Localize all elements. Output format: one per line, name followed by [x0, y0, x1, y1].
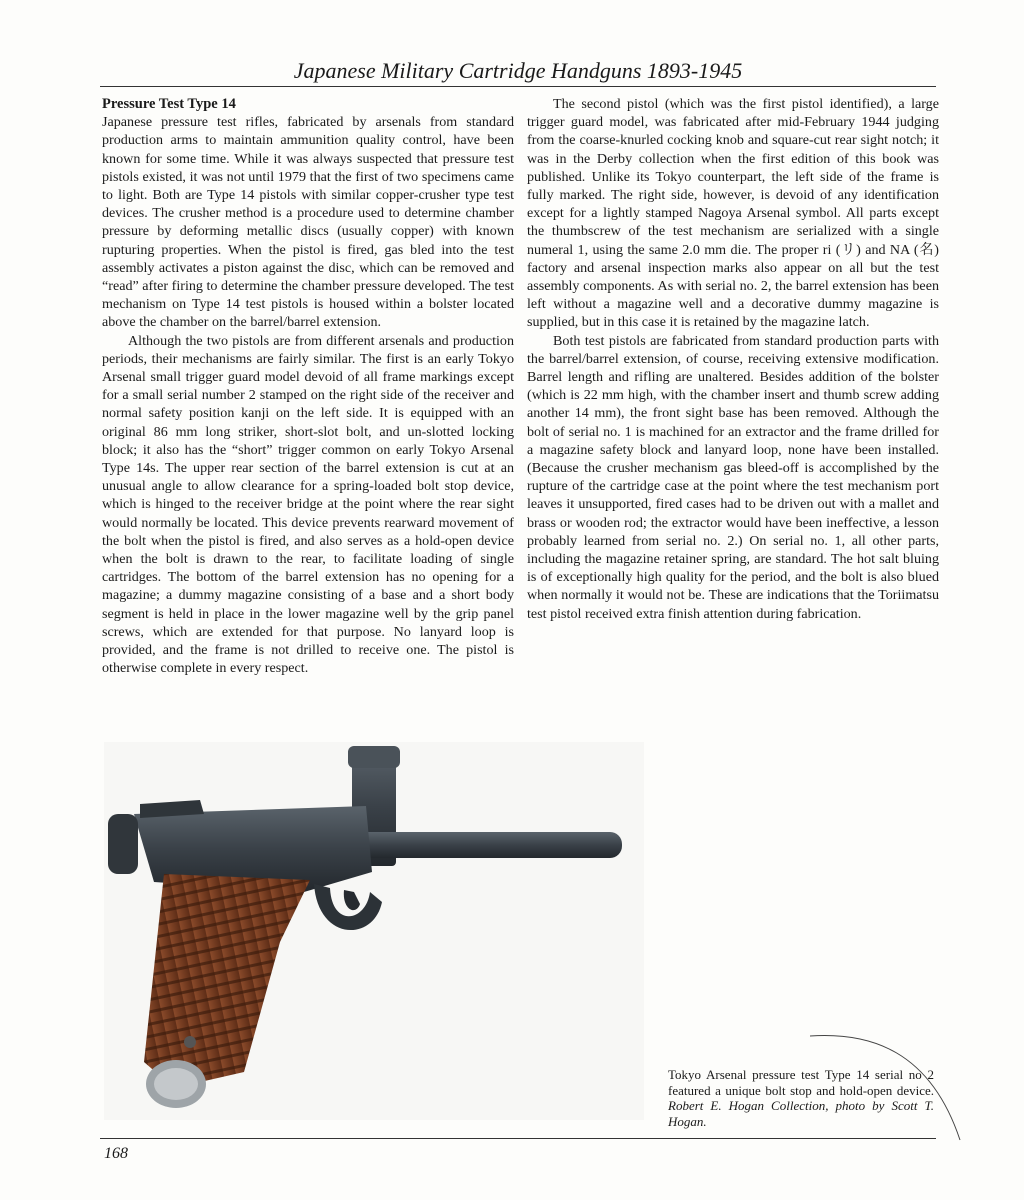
trigger — [344, 890, 360, 910]
pistol-photo — [104, 742, 644, 1120]
caption-text: Tokyo Arsenal pressure test Type 14 serial no 2 featured a unique bolt stop and hold-open device. — [668, 1067, 934, 1098]
left-column — [102, 95, 514, 678]
barrel — [354, 832, 622, 858]
photo-credit: Robert E. Hogan Collection, photo by Scott T. Hogan. — [668, 1098, 934, 1129]
running-title: Japanese Military Cartridge Handguns 1893-1945 — [293, 58, 743, 83]
grip — [144, 874, 310, 1088]
paragraph-3: The second pistol (which was the first pistol identified), a large trigger guard model, was fabricated after mid-February 1944 judging from the coarse-knurled cocking knob and square-cut rear sight notch; it was in the Derby collection when the first edition of this book was published. Unlike its Tokyo counterpart, the left side of the frame is fully marked. The right side, however, is devoid of any identification except for a lightly stamped Nagoya Arsenal symbol. All parts except the thumbscrew of the test mechanism are serialized with a single numeral 1, using the same 2.0 mm die. The proper ri (リ) and NA (名) factory and arsenal inspection marks also appear on all but the test assembly components. As with serial no. 2, the barrel extension has been left without a magazine well and a decorative dummy magazine is supplied, but in this case it is retained by the magazine latch. — [527, 96, 939, 331]
page-number: 168 — [104, 1145, 128, 1162]
pistol-illustration — [104, 742, 644, 1120]
section-heading: Pressure Test Type 14 — [102, 96, 236, 112]
paragraph-1: Japanese pressure test rifles, fabricated by arsenals from standard production arms to maintain ammunition quality control, have been known for some time. While it was always suspected that pressure test pistols existed, it was not until 1979 that the first of two specimens came to light. Both are Type 14 pistols with similar copper-crusher type test devices. The crusher method is a procedure used to determine chamber pressure by deforming metallic discs (usually copper) with known rupturing properties. When the pistol is fired, gas bled into the test assembly activates a piston against the disc, which can be removed and “read” after firing to determine the chamber pressure developed. The test mechanism on Type 14 test pistols is housed within a bolster located above the chamber on the barrel/barrel extension. — [102, 114, 514, 331]
cocking-knob — [108, 814, 138, 874]
figure-caption — [668, 1067, 934, 1129]
right-column — [527, 95, 939, 623]
footer-rule — [100, 1138, 936, 1139]
header-rule — [100, 86, 936, 87]
paragraph-4: Both test pistols are fabricated from standard production parts with the barrel/barrel extension, of course, receiving extensive modification. Barrel length and rifling are unaltered. Besides addition of the bolster (which is 22 mm high, with the chamber insert and thumb screw adding another 14 mm), the front sight base has been removed. Although the bolt of serial no. 1 is machined for an extractor and the frame drilled for a magazine safety block and lanyard loop, none have been installed. (Because the crusher mechanism gas bleed-off is accomplished by the rupture of the cartridge case at the point where the test mechanism port leaves it unsupported, fired cases had to be driven out with a mallet and brass or wooden rod; the extractor would have been ineffective, a lesson probably learned from serial no. 2.) On serial no. 1, all other parts, including the magazine retainer spring, are standard. The hot salt bluing is of exceptionally high quality for the period, and the bolt is also blued when normally it would not be. These are indications that the Toriimatsu test pistol received extra finish attention during fabrication. — [527, 332, 939, 622]
paragraph-2: Although the two pistols are from different arsenals and production periods, their mechanisms are fairly similar. The first is an early Tokyo Arsenal small trigger guard model devoid of all frame markings except for a small serial number 2 stamped on the right side of the receiver and normal safety position kanji on the left side. It is equipped with an original 86 mm long striker, short-slot bolt, and un-slotted locking block; it also has the “short” trigger common on early Tokyo Arsenal Type 14s. The upper rear section of the barrel extension is cut at an unusual angle to allow clearance for a spring-loaded bolt stop device, which is hinged to the receiver bridge at the point where the rear sight would normally be located. This device prevents rearward movement of the bolt when the pistol is fired, and also serves as a hold-open device when the bolt is drawn to the rear, to facilitate loading of single cartridges. The bottom of the barrel extension has no opening for a magazine; a dummy magazine consisting of a base and a short body segment is held in place in the lower magazine well by the grip panel screws, which are extended for that purpose. No lanyard loop is provided, and the frame is not drilled to receive one. The pistol is otherwise complete in every respect. — [102, 332, 514, 677]
